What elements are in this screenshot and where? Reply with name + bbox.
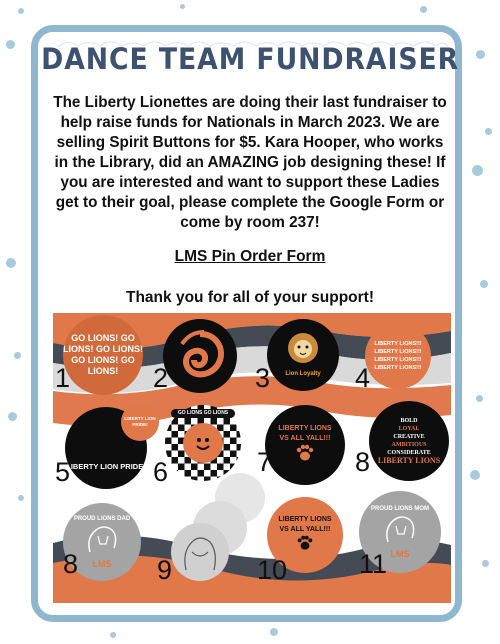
pin-8-words[interactable]	[369, 401, 449, 481]
pin-number: 9	[157, 555, 173, 585]
pin-8-word: LOYAL	[398, 426, 420, 432]
pin-3-text: Lion Loyalty	[285, 371, 321, 377]
lion-outline-icon	[381, 514, 419, 544]
pin-number: 6	[153, 457, 169, 487]
pin-number: 4	[355, 363, 371, 393]
pin-number: 10	[257, 555, 288, 585]
lion-outline-icon	[84, 524, 120, 554]
pin-dad-monogram: LMS	[92, 559, 112, 569]
thanks-text: Thank you for all of your support!	[126, 289, 374, 306]
pin-8-word: BOLD	[400, 418, 418, 424]
pin-number: 2	[153, 363, 169, 393]
pin-4[interactable]	[365, 323, 431, 389]
smiley-icon	[189, 429, 217, 457]
pin-10-text: LIBERTY LIONS VS ALL YALL!!!	[278, 515, 332, 533]
poster-description: The Liberty Lionettes are doing their last fundraiser to help raise funds for Nationals in March 2023. We are selling Spirit Buttons for $5. Kara Hooper, who works in the Library, did an AMAZING job designing these! If you are interested and want to support these Ladies get to their goal, please complete the Google Form or come by room 237!	[53, 94, 447, 231]
pin-3[interactable]	[267, 319, 339, 391]
pin-number: 8	[63, 549, 79, 579]
pin-7[interactable]	[265, 405, 345, 485]
pin-8-word: LIBERTY LIONS	[377, 456, 441, 465]
pin-8-word: CONSIDERATE	[387, 450, 431, 456]
pin-number: 11	[359, 549, 388, 579]
pin-1-text: GO LIONS! GO LIONS! GO LIONS! GO LIONS! GO LIONS!	[63, 333, 143, 376]
pin-2[interactable]	[163, 319, 237, 393]
lion-head-icon	[286, 331, 320, 365]
pin-number: 3	[255, 363, 271, 393]
pin-number: 5	[55, 457, 71, 487]
pin-5-text: LIBERTY LION PRIDE!	[66, 461, 146, 471]
pin-dad-text: PROUD LIONS DAD	[73, 516, 131, 522]
pin-mom-text: PROUD LIONS MOM	[371, 506, 429, 512]
pin-1[interactable]	[63, 315, 143, 395]
pin-9[interactable]	[171, 523, 229, 581]
paw-print-icon	[295, 444, 315, 462]
lion-sketch-icon	[178, 530, 222, 574]
pin-4-text: LIBERTY LIONS!!! LIBERTY LIONS!!! LIBERTY LIONS!!! LIBERTY LIONS!!!	[374, 341, 422, 371]
pin-catalog	[53, 313, 451, 603]
pin-mom-monogram: LMS	[390, 549, 410, 559]
lion-swirl-icon	[170, 326, 230, 386]
paw-print-icon	[296, 535, 314, 551]
order-form-link[interactable]: LMS Pin Order Form	[174, 248, 326, 265]
pin-5-small: LIBERTY LION PRIDE!	[121, 403, 159, 441]
pin-number: 8	[355, 447, 371, 477]
pin-7-text: LIBERTY LIONS VS ALL YALL!!!	[278, 424, 332, 442]
pin-8-word: AMBITIOUS	[391, 442, 427, 448]
poster-title: DANCE TEAM FUNDRAISER	[41, 42, 459, 76]
pin-6-text: GO LIONS GO LIONS	[171, 409, 235, 418]
pin-8-word: CREATIVE	[393, 434, 425, 440]
pin-number: 1	[55, 363, 71, 393]
pin-number: 7	[257, 447, 273, 477]
